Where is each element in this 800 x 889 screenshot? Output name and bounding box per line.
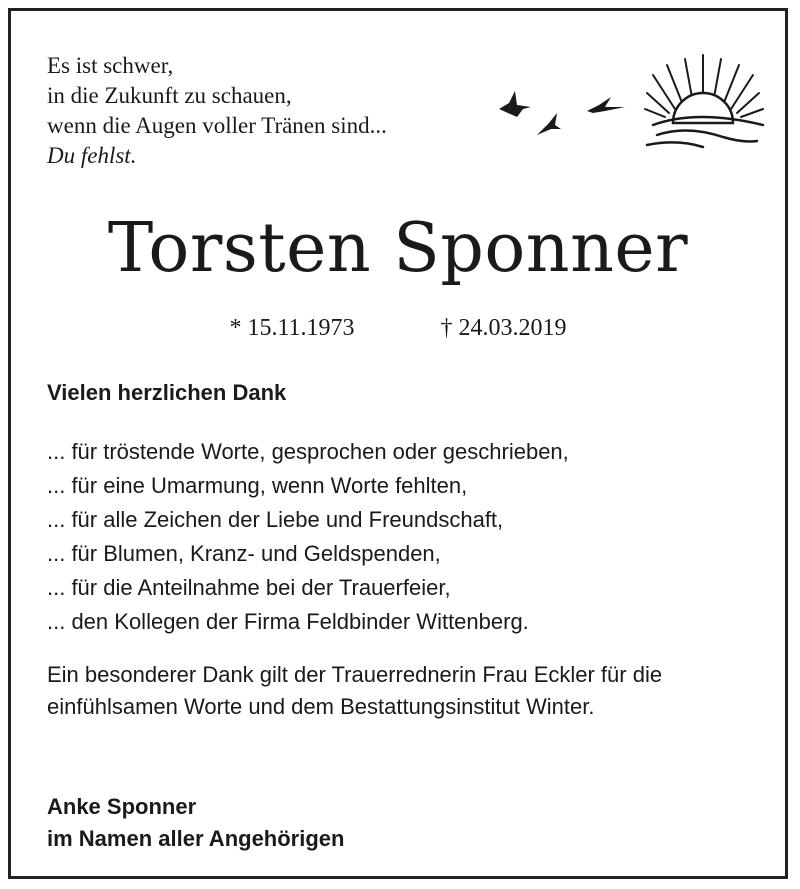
- thanks-item: ... für die Anteilnahme bei der Trauerfeier,: [47, 575, 451, 600]
- thanks-item: ... für Blumen, Kranz- und Geldspenden,: [47, 541, 441, 566]
- birds-and-sunset-icon: [487, 51, 767, 161]
- thanks-item: ... für eine Umarmung, wenn Worte fehlten,: [47, 473, 468, 498]
- motto-line: Es ist schwer,: [47, 53, 174, 78]
- thanks-heading: Vielen herzlichen Dank: [47, 380, 287, 405]
- thanks-item: ... für alle Zeichen der Liebe und Freundschaft,: [47, 507, 504, 532]
- motto-line: wenn die Augen voller Tränen sind...: [47, 113, 387, 138]
- thanks-list: [47, 435, 569, 639]
- thanks-item: ... für tröstende Worte, gesprochen oder geschrieben,: [47, 439, 569, 464]
- signature-name: Anke Sponner: [47, 794, 197, 819]
- birds: [499, 91, 625, 135]
- special-thanks: Ein besonderer Dank gilt der Trauerrednerin Frau Eckler für die einfühlsamen Worte und dem Bestattungsinstitut Winter.: [47, 662, 663, 719]
- obituary-card: [8, 8, 788, 879]
- bird-icon: [499, 91, 531, 117]
- life-dates: [11, 313, 785, 343]
- bird-icon: [587, 97, 625, 113]
- signature: [47, 791, 344, 855]
- thanks-item: ... den Kollegen der Firma Feldbinder Wittenberg.: [47, 609, 529, 634]
- signature-note: im Namen aller Angehörigen: [47, 826, 345, 851]
- bird-icon: [537, 113, 561, 135]
- birth-date: * 15.11.1973: [229, 315, 355, 341]
- deceased-name: Torsten Sponner: [107, 209, 689, 288]
- death-date: † 24.03.2019: [440, 315, 567, 341]
- motto: [47, 51, 387, 171]
- motto-closing: Du fehlst.: [47, 143, 137, 168]
- motto-line: in die Zukunft zu schauen,: [47, 83, 292, 108]
